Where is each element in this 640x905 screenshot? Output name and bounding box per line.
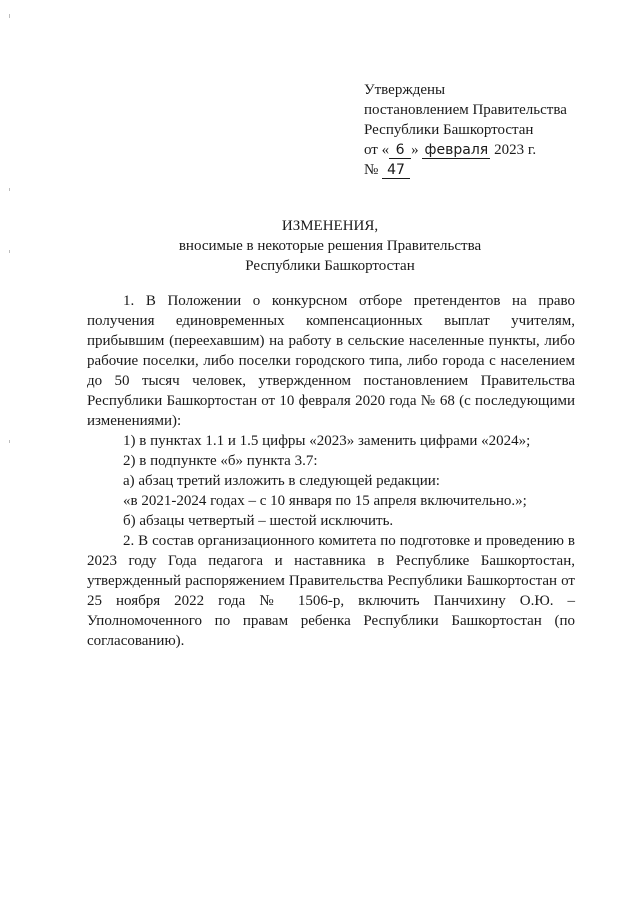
approval-line-1: Утверждены bbox=[364, 82, 446, 98]
document-title bbox=[100, 216, 560, 276]
paragraph-1: 1. В Положении о конкурсном отборе претендентов на право получения единовременных компенсационных выплат учителям, прибывшим (переехавшим) на работу в сельские населенные пункты, либо рабочие поселки, либо поселки городского типа, либо города с населением до 50 тысяч человек, утвержденном постановлением Правительства Республики Башкортостан от 10 февраля 2020 года № 68 (с последующими изменениями): bbox=[87, 293, 575, 429]
item-3: а) абзац третий изложить в следующей редакции: bbox=[123, 473, 440, 489]
title-subline-1: вносимые в некоторые решения Правительства bbox=[178, 238, 482, 254]
document-body bbox=[87, 291, 575, 651]
paragraph-2: 2. В состав организационного комитета по подготовке и проведению в 2023 году Года педагога и наставника в Республике Башкортостан, утвержденный распоряжением Правительства Республики Башкортостан от 25 ноября 2022 года № 1506-р, включить Панчихину О.Ю. – Уполномоченного по правам ребенка Республики Башкортостан (по согласованию). bbox=[87, 533, 575, 649]
approval-year: 2023 г. bbox=[494, 142, 537, 158]
scan-artifact bbox=[9, 250, 10, 253]
item-2: 2) в подпункте «б» пункта 3.7: bbox=[123, 453, 318, 469]
approval-line-2: постановлением Правительства bbox=[364, 102, 567, 118]
approval-stamp bbox=[364, 80, 614, 180]
number-prefix: № bbox=[364, 162, 379, 178]
item-5: б) абзацы четвертый – шестой исключить. bbox=[123, 513, 394, 529]
scan-artifact bbox=[9, 188, 10, 191]
date-prefix: от « bbox=[364, 142, 390, 158]
approval-number: 47 bbox=[382, 162, 410, 179]
item-4: «в 2021-2024 годах – с 10 января по 15 апреля включительно.»; bbox=[123, 493, 527, 509]
approval-date-line bbox=[364, 140, 614, 160]
date-close: » bbox=[411, 142, 419, 158]
approval-number-line bbox=[364, 160, 614, 180]
scan-artifact bbox=[9, 14, 10, 18]
approval-line-3: Республики Башкортостан bbox=[364, 122, 534, 138]
scan-artifact bbox=[9, 440, 10, 443]
title-subline-2: Республики Башкортостан bbox=[245, 258, 415, 274]
approval-month: февраля bbox=[422, 142, 490, 159]
item-1: 1) в пунктах 1.1 и 1.5 цифры «2023» заменить цифрами «2024»; bbox=[123, 433, 531, 449]
title-heading: ИЗМЕНЕНИЯ, bbox=[281, 218, 379, 234]
approval-day: 6 bbox=[389, 142, 411, 159]
